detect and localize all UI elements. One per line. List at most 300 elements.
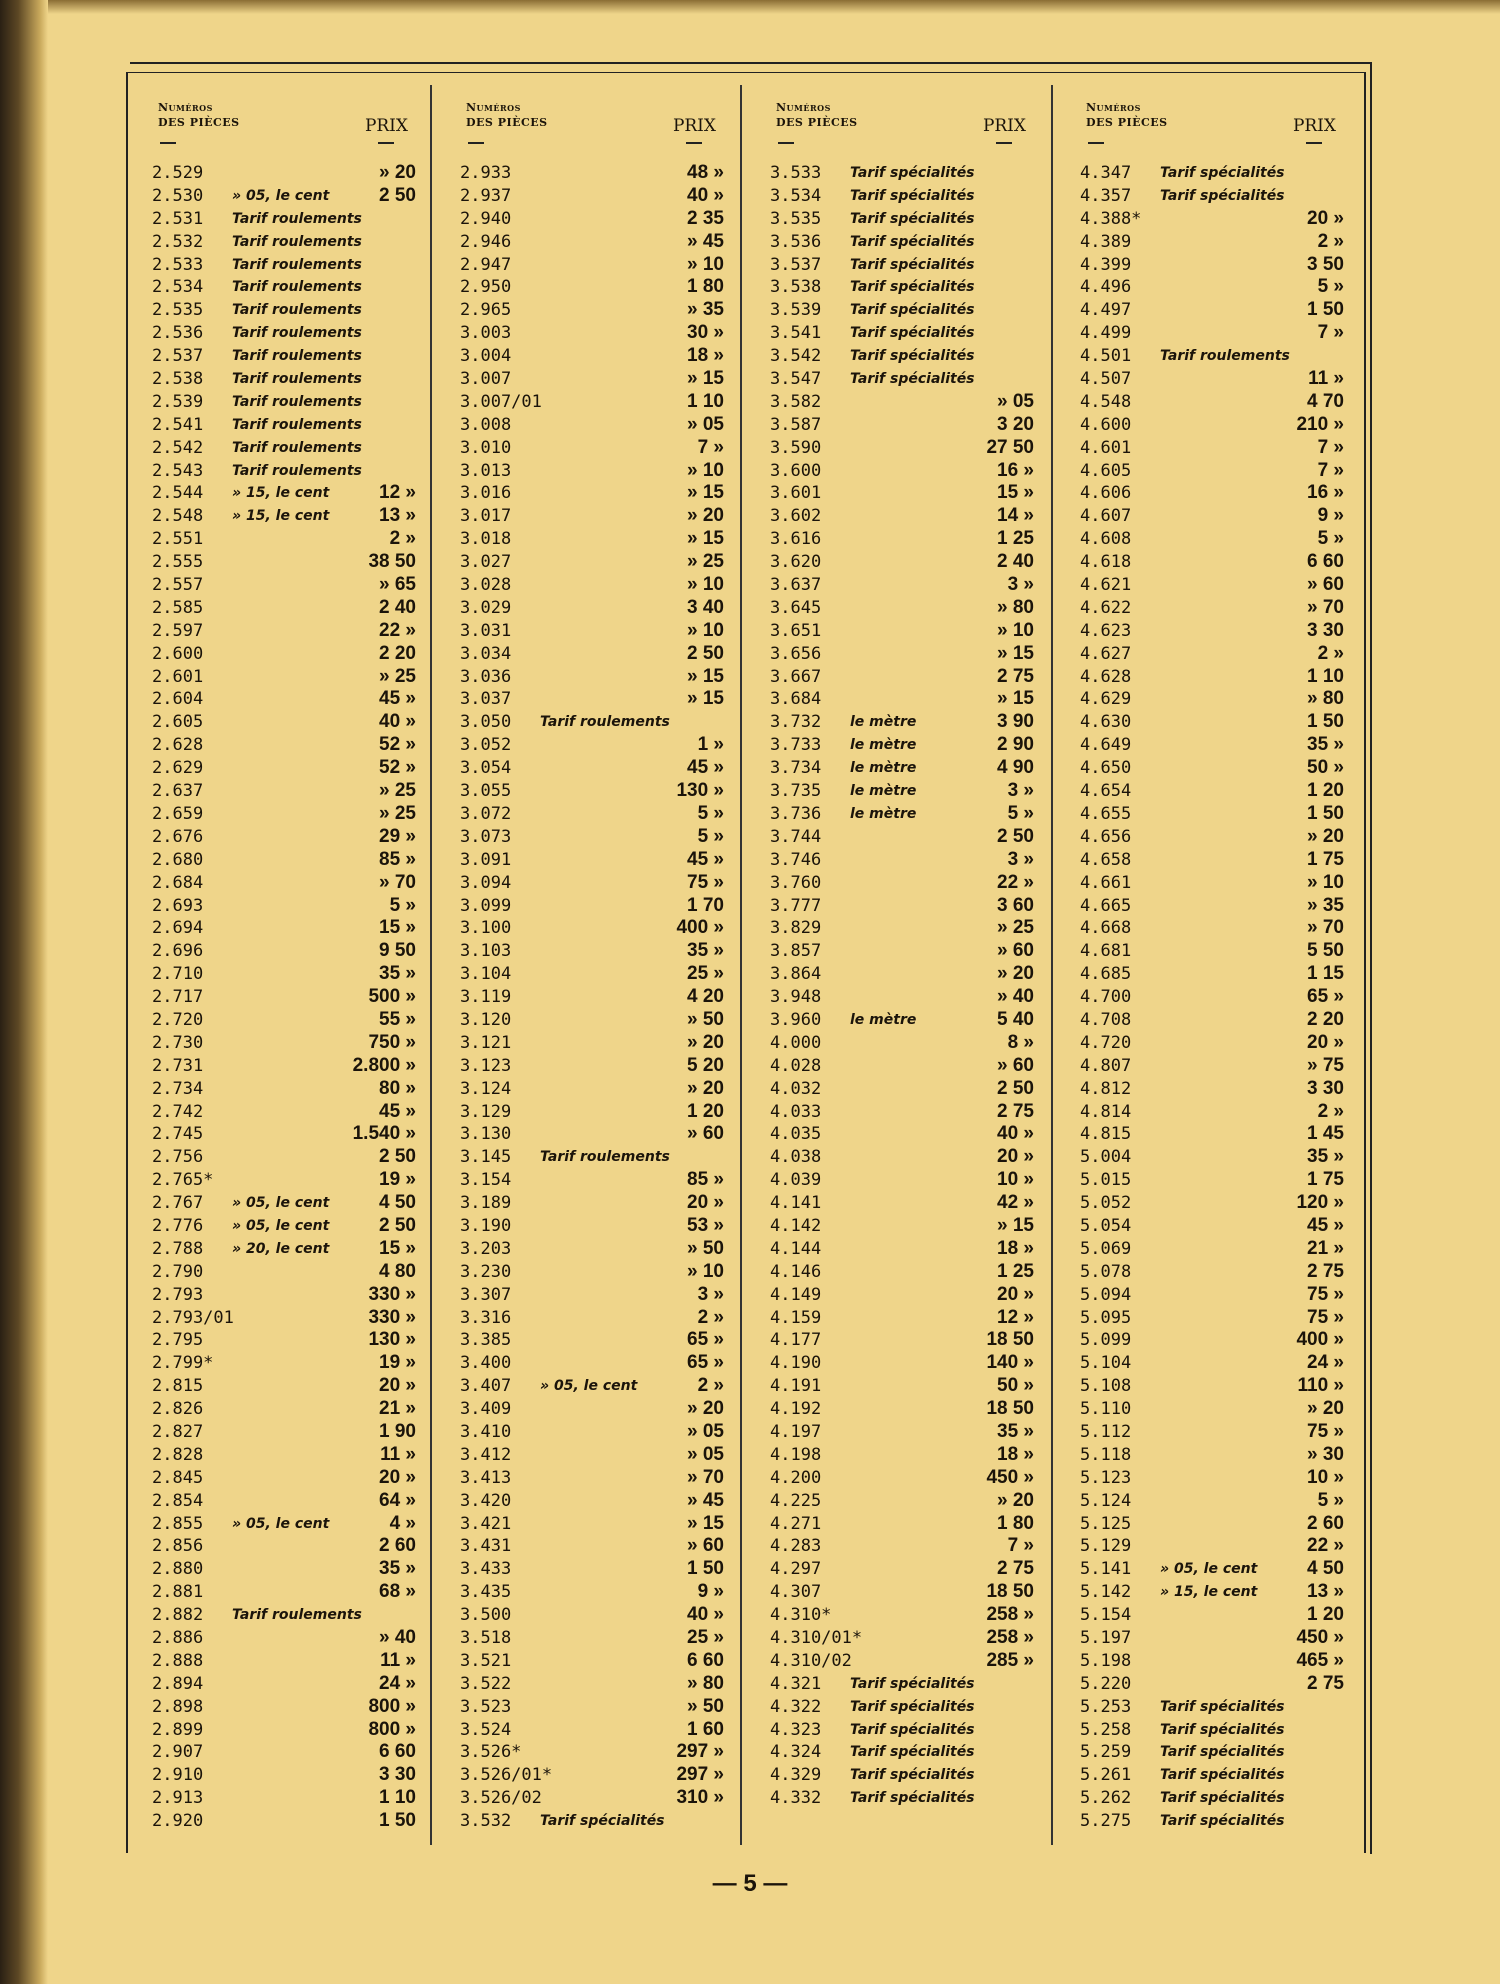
part-number: 2.585 xyxy=(152,597,204,618)
part-number: 2.710 xyxy=(152,964,204,985)
part-price: 30 » xyxy=(687,322,724,344)
part-number: 4.720 xyxy=(1080,1032,1132,1053)
part-price: 1 75 xyxy=(1307,1169,1344,1191)
part-number: 4.159 xyxy=(770,1307,822,1328)
table-row xyxy=(1060,1123,1352,1146)
part-price: » 05 xyxy=(997,390,1034,412)
table-row xyxy=(750,208,1042,231)
row-note: Tarif roulements xyxy=(232,233,362,250)
row-note: Tarif roulements xyxy=(232,439,362,456)
part-number: 3.538 xyxy=(770,277,822,298)
part-price: 14 » xyxy=(997,505,1034,527)
part-number: 4.618 xyxy=(1080,552,1132,573)
table-row xyxy=(132,1764,424,1787)
part-price: 2 75 xyxy=(997,665,1034,687)
part-price: 3 60 xyxy=(997,894,1034,916)
part-number: 4.629 xyxy=(1080,689,1132,710)
part-price: » 10 xyxy=(687,1260,724,1282)
header-numeros-label: Numéros xyxy=(466,101,521,114)
part-number: 3.400 xyxy=(460,1353,512,1374)
price-list xyxy=(440,162,732,1833)
part-price: 3 90 xyxy=(997,711,1034,733)
header-prix-label: PRIX xyxy=(672,116,716,136)
table-row xyxy=(1060,1375,1352,1398)
part-price: » 15 xyxy=(997,688,1034,710)
part-number: 3.547 xyxy=(770,369,822,390)
part-number: 3.129 xyxy=(460,1101,512,1122)
table-row xyxy=(1060,208,1352,231)
part-number: 4.190 xyxy=(770,1353,822,1374)
table-row xyxy=(1060,414,1352,437)
table-row xyxy=(1060,1238,1352,1261)
table-row xyxy=(132,1558,424,1581)
part-price: 25 » xyxy=(687,1627,724,1648)
table-row xyxy=(440,1627,732,1650)
table-row xyxy=(440,1787,732,1810)
part-number: 4.322 xyxy=(770,1696,822,1717)
table-row xyxy=(440,1490,732,1513)
part-number: 2.827 xyxy=(152,1421,204,1442)
part-number: 3.037 xyxy=(460,689,512,710)
part-number: 4.807 xyxy=(1080,1055,1132,1076)
part-price: » 10 xyxy=(687,253,724,275)
part-number: 3.637 xyxy=(770,575,822,596)
part-number: 2.534 xyxy=(152,277,204,298)
part-price: » 35 xyxy=(687,299,724,321)
part-price: » 15 xyxy=(687,665,724,687)
table-row xyxy=(132,437,424,460)
part-number: 4.630 xyxy=(1080,712,1132,733)
part-number: 2.533 xyxy=(152,254,204,275)
part-number: 3.500 xyxy=(460,1605,512,1626)
part-number: 2.899 xyxy=(152,1719,204,1740)
part-number: 4.661 xyxy=(1080,872,1132,893)
table-row xyxy=(1060,1032,1352,1055)
table-row xyxy=(132,345,424,368)
part-number: 3.760 xyxy=(770,872,822,893)
table-row xyxy=(750,1467,1042,1490)
row-note: Tarif spécialités xyxy=(850,1767,975,1784)
part-price: 20 » xyxy=(379,1466,416,1488)
table-row xyxy=(750,620,1042,643)
part-number: 5.054 xyxy=(1080,1215,1132,1236)
row-note: » 05, le cent xyxy=(232,1515,330,1532)
row-note: Tarif spécialités xyxy=(1160,1744,1285,1761)
part-number: 3.120 xyxy=(460,1009,512,1030)
part-number: 3.018 xyxy=(460,529,512,550)
header-numeros xyxy=(158,100,240,130)
table-row xyxy=(132,872,424,895)
table-row xyxy=(750,666,1042,689)
part-price: 42 » xyxy=(997,1192,1034,1214)
part-number: 2.950 xyxy=(460,277,512,298)
part-price: 27 50 xyxy=(986,436,1034,458)
part-price: 3 » xyxy=(1007,780,1034,802)
part-price: 9 » xyxy=(697,1581,724,1603)
price-list xyxy=(132,162,424,1833)
part-number: 3.124 xyxy=(460,1078,512,1099)
row-note: Tarif roulements xyxy=(232,210,362,227)
table-row xyxy=(440,1810,732,1833)
part-number: 4.606 xyxy=(1080,483,1132,504)
part-number: 4.650 xyxy=(1080,758,1132,779)
row-note: Tarif spécialités xyxy=(850,256,975,273)
part-number: 3.052 xyxy=(460,735,512,756)
table-row xyxy=(440,1398,732,1421)
part-number: 3.031 xyxy=(460,620,512,641)
part-number: 4.000 xyxy=(770,1032,822,1053)
part-price: 53 » xyxy=(687,1214,724,1236)
table-row xyxy=(440,299,732,322)
part-price: » 15 xyxy=(687,688,724,710)
part-number: 4.310/02 xyxy=(770,1650,852,1671)
table-row xyxy=(440,1650,732,1673)
table-row xyxy=(440,1238,732,1261)
part-price: 7 » xyxy=(1317,322,1344,344)
part-number: 2.913 xyxy=(152,1788,204,1809)
part-number: 5.099 xyxy=(1080,1330,1132,1351)
part-price: 800 » xyxy=(368,1695,416,1717)
part-price: 330 » xyxy=(368,1306,416,1328)
part-number: 3.526/02 xyxy=(460,1788,542,1809)
table-row xyxy=(1060,688,1352,711)
part-price: 85 » xyxy=(687,1169,724,1191)
part-price: 1 10 xyxy=(1307,665,1344,687)
table-row xyxy=(440,917,732,940)
part-price: 3 30 xyxy=(1307,1077,1344,1099)
part-number: 2.530 xyxy=(152,185,204,206)
part-number: 3.600 xyxy=(770,460,822,481)
part-number: 5.104 xyxy=(1080,1353,1132,1374)
part-price: 130 » xyxy=(368,1329,416,1351)
table-row xyxy=(1060,1581,1352,1604)
table-row xyxy=(1060,437,1352,460)
part-number: 3.036 xyxy=(460,666,512,687)
part-number: 5.123 xyxy=(1080,1467,1132,1488)
table-row xyxy=(1060,1009,1352,1032)
row-note: Tarif spécialités xyxy=(850,210,975,227)
table-row xyxy=(750,231,1042,254)
part-price: 5 » xyxy=(1317,1489,1344,1511)
table-row xyxy=(440,803,732,826)
row-note: Tarif roulements xyxy=(232,371,362,388)
table-row xyxy=(1060,803,1352,826)
part-price: 2 35 xyxy=(687,207,724,229)
table-row xyxy=(132,1329,424,1352)
part-number: 2.886 xyxy=(152,1628,204,1648)
part-price: 1 » xyxy=(697,734,724,756)
table-row xyxy=(1060,826,1352,849)
table-row xyxy=(1060,505,1352,528)
table-row xyxy=(440,414,732,437)
part-number: 2.531 xyxy=(152,208,204,229)
part-price: » 70 xyxy=(687,1466,724,1488)
part-number: 2.828 xyxy=(152,1444,204,1465)
row-note: le mètre xyxy=(850,714,917,731)
part-number: 2.910 xyxy=(152,1765,204,1786)
table-row xyxy=(132,666,424,689)
table-row xyxy=(1060,940,1352,963)
part-price: 2 40 xyxy=(997,551,1034,573)
table-row xyxy=(1060,185,1352,208)
price-column-4 xyxy=(1060,92,1352,1842)
part-price: 2 » xyxy=(1317,230,1344,252)
table-row xyxy=(132,1101,424,1124)
part-price: 2 50 xyxy=(379,1214,416,1236)
table-row xyxy=(1060,299,1352,322)
part-number: 4.200 xyxy=(770,1467,822,1488)
table-row xyxy=(750,1581,1042,1604)
part-price: 2 » xyxy=(389,528,416,550)
table-row xyxy=(132,1032,424,1055)
part-number: 3.645 xyxy=(770,597,822,618)
table-row xyxy=(750,1673,1042,1696)
table-row xyxy=(440,963,732,986)
part-price: 500 » xyxy=(368,986,416,1008)
part-number: 2.720 xyxy=(152,1009,204,1030)
row-note: Tarif spécialités xyxy=(850,233,975,250)
table-row xyxy=(1060,1261,1352,1284)
part-price: 35 » xyxy=(379,963,416,985)
table-row xyxy=(1060,1146,1352,1169)
part-price: 3 50 xyxy=(1307,253,1344,275)
part-price: » 10 xyxy=(687,459,724,481)
table-row xyxy=(132,1513,424,1536)
table-row xyxy=(132,620,424,643)
part-price: 800 » xyxy=(368,1718,416,1740)
row-note: Tarif spécialités xyxy=(1160,1721,1285,1738)
table-row xyxy=(440,1696,732,1719)
part-number: 4.708 xyxy=(1080,1009,1132,1030)
part-number: 4.038 xyxy=(770,1147,822,1168)
table-row xyxy=(132,1741,424,1764)
table-row xyxy=(440,1513,732,1536)
table-row xyxy=(750,757,1042,780)
table-row xyxy=(1060,757,1352,780)
part-number: 5.118 xyxy=(1080,1444,1132,1465)
part-number: 2.548 xyxy=(152,506,204,527)
part-price: 210 » xyxy=(1296,413,1344,435)
table-row xyxy=(440,231,732,254)
part-number: 5.262 xyxy=(1080,1788,1132,1809)
part-number: 3.007/01 xyxy=(460,391,542,412)
part-number: 4.146 xyxy=(770,1261,822,1282)
table-row xyxy=(132,849,424,872)
part-price: » 05 xyxy=(687,413,724,435)
part-price: » 10 xyxy=(997,619,1034,641)
table-row xyxy=(750,1627,1042,1650)
part-number: 4.028 xyxy=(770,1055,822,1076)
part-number: 3.518 xyxy=(460,1628,512,1648)
table-row xyxy=(132,1696,424,1719)
part-price: 20 » xyxy=(687,1192,724,1214)
part-price: » 15 xyxy=(997,642,1034,664)
table-row xyxy=(440,345,732,368)
part-price: 21 » xyxy=(1307,1237,1344,1259)
part-number: 3.091 xyxy=(460,849,512,870)
part-number: 4.622 xyxy=(1080,597,1132,618)
row-note: Tarif roulements xyxy=(232,1607,362,1624)
table-row xyxy=(440,1375,732,1398)
part-number: 2.947 xyxy=(460,254,512,275)
table-row xyxy=(1060,162,1352,185)
part-price: 2 » xyxy=(1317,1100,1344,1122)
part-number: 3.028 xyxy=(460,575,512,596)
part-price: 140 » xyxy=(986,1352,1034,1374)
table-row xyxy=(1060,895,1352,918)
table-row xyxy=(1060,1284,1352,1307)
part-price: » 70 xyxy=(1307,917,1344,939)
column-header xyxy=(1060,92,1352,160)
table-row xyxy=(750,299,1042,322)
table-row xyxy=(1060,482,1352,505)
part-price: » 50 xyxy=(687,1237,724,1259)
part-price: » 20 xyxy=(687,505,724,527)
part-number: 3.857 xyxy=(770,941,822,962)
part-price: 5 40 xyxy=(997,1008,1034,1030)
part-number: 3.190 xyxy=(460,1215,512,1236)
row-note: Tarif spécialités xyxy=(850,371,975,388)
table-row xyxy=(750,1078,1042,1101)
part-number: 2.542 xyxy=(152,437,204,458)
part-price: 7 » xyxy=(1317,459,1344,481)
table-row xyxy=(1060,551,1352,574)
table-row xyxy=(132,1719,424,1742)
part-number: 4.323 xyxy=(770,1719,822,1740)
part-number: 3.003 xyxy=(460,323,512,344)
table-row xyxy=(132,1307,424,1330)
table-row xyxy=(440,1307,732,1330)
part-number: 3.522 xyxy=(460,1673,512,1694)
table-row xyxy=(750,1284,1042,1307)
table-row xyxy=(132,1398,424,1421)
row-note: Tarif spécialités xyxy=(1160,1767,1285,1784)
table-row xyxy=(750,1604,1042,1627)
part-price: » 15 xyxy=(997,1214,1034,1236)
table-row xyxy=(750,1238,1042,1261)
table-row xyxy=(440,666,732,689)
part-number: 3.733 xyxy=(770,735,822,756)
part-number: 5.004 xyxy=(1080,1147,1132,1168)
row-note: Tarif spécialités xyxy=(850,1721,975,1738)
table-row xyxy=(750,1169,1042,1192)
part-price: » 15 xyxy=(687,368,724,390)
table-row xyxy=(132,1581,424,1604)
part-price: 310 » xyxy=(676,1787,724,1809)
part-number: 4.033 xyxy=(770,1101,822,1122)
part-price: » 20 xyxy=(1307,1398,1344,1420)
part-price: 75 » xyxy=(1307,1420,1344,1442)
table-row xyxy=(440,1101,732,1124)
row-note: Tarif spécialités xyxy=(1160,1790,1285,1807)
part-number: 4.198 xyxy=(770,1444,822,1465)
table-row xyxy=(132,734,424,757)
table-row xyxy=(132,460,424,483)
part-number: 3.099 xyxy=(460,895,512,916)
part-price: 2 20 xyxy=(1307,1008,1344,1030)
table-row xyxy=(750,1215,1042,1238)
table-row xyxy=(1060,345,1352,368)
part-number: 3.620 xyxy=(770,552,822,573)
part-number: 3.421 xyxy=(460,1513,512,1534)
part-number: 4.142 xyxy=(770,1215,822,1236)
table-row xyxy=(440,322,732,345)
table-row xyxy=(132,1238,424,1261)
part-price: 24 » xyxy=(379,1672,416,1694)
table-row xyxy=(440,1329,732,1352)
table-row xyxy=(750,1558,1042,1581)
header-numeros-label: Numéros xyxy=(1086,101,1141,114)
part-price: » 75 xyxy=(1307,1054,1344,1076)
part-price: 1 90 xyxy=(379,1420,416,1442)
row-note: Tarif spécialités xyxy=(850,1675,975,1692)
table-row xyxy=(750,1513,1042,1536)
table-row xyxy=(1060,1078,1352,1101)
part-number: 2.937 xyxy=(460,185,512,206)
row-note: Tarif spécialités xyxy=(850,187,975,204)
table-row xyxy=(1060,1513,1352,1536)
table-row xyxy=(1060,597,1352,620)
part-number: 3.145 xyxy=(460,1147,512,1168)
part-number: 2.793 xyxy=(152,1284,204,1305)
part-number: 3.777 xyxy=(770,895,822,916)
part-price: 1 25 xyxy=(997,1260,1034,1282)
part-price: 85 » xyxy=(379,848,416,870)
table-row xyxy=(440,711,732,734)
part-number: 2.756 xyxy=(152,1147,204,1168)
part-number: 5.197 xyxy=(1080,1628,1132,1648)
part-number: 2.731 xyxy=(152,1055,204,1076)
header-rule xyxy=(778,142,794,144)
table-row xyxy=(750,254,1042,277)
part-price: 40 » xyxy=(687,184,724,206)
price-list xyxy=(1060,162,1352,1833)
part-number: 3.230 xyxy=(460,1261,512,1282)
part-price: » 30 xyxy=(1307,1443,1344,1465)
part-number: 3.316 xyxy=(460,1307,512,1328)
table-row xyxy=(440,1352,732,1375)
table-row xyxy=(132,276,424,299)
part-number: 4.310* xyxy=(770,1605,832,1626)
part-number: 4.608 xyxy=(1080,529,1132,550)
table-row xyxy=(440,643,732,666)
table-row xyxy=(440,940,732,963)
part-number: 4.297 xyxy=(770,1559,822,1580)
part-price: » 20 xyxy=(687,1398,724,1420)
part-price: 50 » xyxy=(1307,757,1344,779)
row-note: » 05, le cent xyxy=(232,1217,330,1234)
table-row xyxy=(750,963,1042,986)
table-row xyxy=(750,1535,1042,1558)
part-price: 3 » xyxy=(1007,848,1034,870)
part-price: » 60 xyxy=(1307,574,1344,596)
part-price: 2 50 xyxy=(997,1077,1034,1099)
row-note: Tarif spécialités xyxy=(850,1744,975,1761)
table-row xyxy=(1060,1398,1352,1421)
table-row xyxy=(132,1261,424,1284)
table-row xyxy=(440,1558,732,1581)
part-number: 3.103 xyxy=(460,941,512,962)
part-number: 3.409 xyxy=(460,1399,512,1420)
part-price: 13 » xyxy=(379,505,416,527)
part-number: 2.696 xyxy=(152,941,204,962)
part-price: 4 50 xyxy=(379,1192,416,1214)
part-number: 4.496 xyxy=(1080,277,1132,298)
part-price: 40 » xyxy=(687,1604,724,1626)
part-number: 2.541 xyxy=(152,414,204,435)
part-price: 35 » xyxy=(1307,734,1344,756)
table-row xyxy=(132,1375,424,1398)
